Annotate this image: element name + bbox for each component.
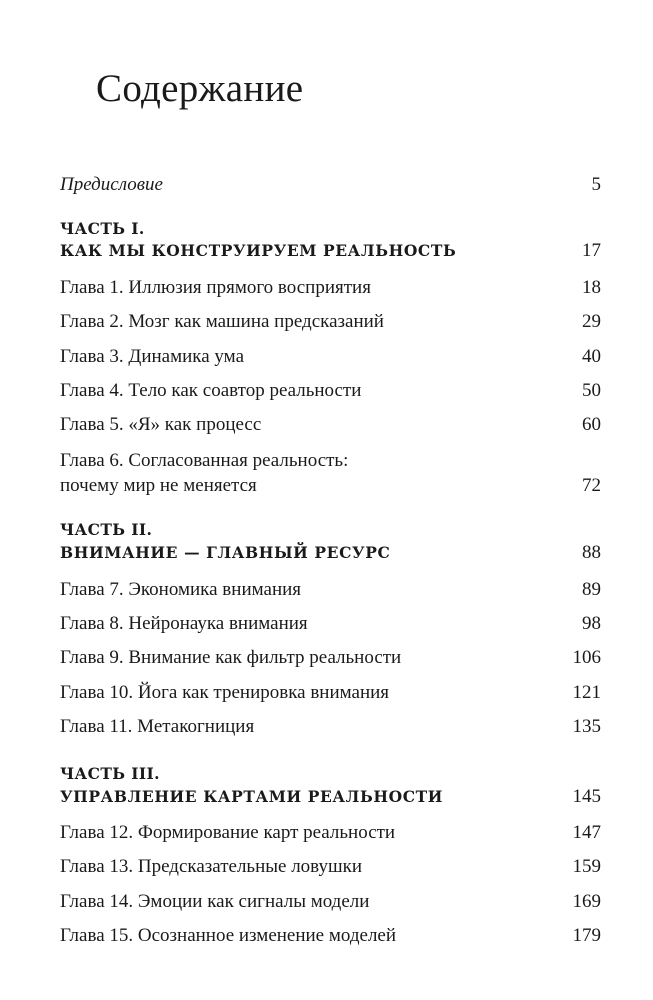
toc-entry-label: Предисловие	[60, 174, 163, 195]
toc-entry-label-line2: почему мир не меняется	[60, 475, 257, 496]
toc-entry-label: Глава 4. Тело как соавтор реальности	[60, 380, 362, 401]
toc-entry-label: Глава 3. Динамика ума	[60, 346, 244, 367]
toc-entry-chapter-15[interactable]	[60, 921, 601, 951]
toc-entry-chapter-5[interactable]	[60, 410, 601, 440]
toc-entry-label: Глава 5. «Я» как процесс	[60, 414, 262, 435]
toc-entry-chapter-13[interactable]	[60, 852, 601, 882]
toc-page-number: 179	[572, 925, 601, 946]
toc-page-number: 121	[572, 682, 601, 703]
toc-page-number: 159	[572, 856, 601, 877]
page-title: Содержание	[96, 67, 304, 110]
toc-page-number: 135	[572, 716, 601, 737]
toc-entry-label: Глава 10. Йога как тренировка внимания	[60, 682, 390, 703]
toc-page-number: 5	[591, 174, 601, 195]
toc-entry-label: Глава 14. Эмоции как сигналы модели	[60, 891, 370, 912]
toc-entry-chapter-4[interactable]	[60, 376, 601, 406]
toc-page-number: 145	[572, 786, 601, 807]
toc-entry-label: Глава 7. Экономика внимания	[60, 579, 302, 600]
toc-page-number: 88	[582, 542, 601, 563]
toc-entry-chapter-12[interactable]	[60, 818, 601, 848]
toc-entry-chapter-8[interactable]	[60, 609, 601, 639]
toc-entry-chapter-2[interactable]	[60, 307, 601, 337]
toc-entry-chapter-10[interactable]	[60, 678, 601, 708]
toc-entry-label: Глава 6. Согласованная реальность:	[60, 450, 349, 471]
toc-page-number: 50	[582, 380, 601, 401]
toc-entry-label: Глава 9. Внимание как фильтр реальности	[60, 647, 402, 668]
toc-page-number: 89	[582, 579, 601, 600]
toc-entry-chapter-7[interactable]	[60, 575, 601, 605]
toc-entry-label: Глава 8. Нейронаука внимания	[60, 613, 308, 634]
toc-page-number: 98	[582, 613, 601, 634]
toc-page-number: 147	[572, 822, 601, 843]
toc-page-number: 169	[572, 891, 601, 912]
toc-entry-part-2[interactable]	[60, 538, 601, 568]
toc-page-number: 18	[582, 277, 601, 298]
toc-entry-label: Глава 1. Иллюзия прямого восприятия	[60, 277, 371, 298]
toc-entry-chapter-6-continued[interactable]	[60, 471, 601, 501]
toc-entry-chapter-3[interactable]	[60, 342, 601, 372]
part-title: УПРАВЛЕНИЕ КАРТАМИ РЕАЛЬНОСТИ	[60, 787, 444, 806]
toc-page-number: 40	[582, 346, 601, 367]
part-label: ЧАСТЬ II.	[60, 520, 153, 539]
toc-entry-label: Глава 13. Предсказательные ловушки	[60, 856, 363, 877]
toc-entry-label: Глава 12. Формирование карт реальности	[60, 822, 396, 843]
toc-page-number: 29	[582, 311, 601, 332]
toc-entry-label: Глава 11. Метакогниция	[60, 716, 255, 737]
toc-entry-part-3[interactable]	[60, 782, 601, 812]
toc-entry-chapter-1[interactable]	[60, 273, 601, 303]
toc-page-number: 72	[582, 475, 601, 496]
toc-entry-label: Глава 15. Осознанное изменение моделей	[60, 925, 397, 946]
toc-entry-chapter-14[interactable]	[60, 887, 601, 917]
toc-entry-chapter-9[interactable]	[60, 643, 601, 673]
part-title: ВНИМАНИЕ — ГЛАВНЫЙ РЕСУРС	[60, 543, 391, 562]
toc-page-number: 17	[582, 240, 601, 261]
toc-entry-part-1[interactable]	[60, 236, 601, 266]
toc-page-number: 60	[582, 414, 601, 435]
part-label: ЧАСТЬ I.	[60, 219, 145, 238]
toc-entry-label: Глава 2. Мозг как машина предсказаний	[60, 311, 384, 332]
part-label: ЧАСТЬ III.	[60, 764, 160, 783]
part-title: КАК МЫ КОНСТРУИРУЕМ РЕАЛЬНОСТЬ	[60, 241, 457, 260]
toc-entry-preface[interactable]	[60, 170, 601, 200]
toc-entry-chapter-11[interactable]	[60, 712, 601, 742]
toc-page-number: 106	[572, 647, 601, 668]
